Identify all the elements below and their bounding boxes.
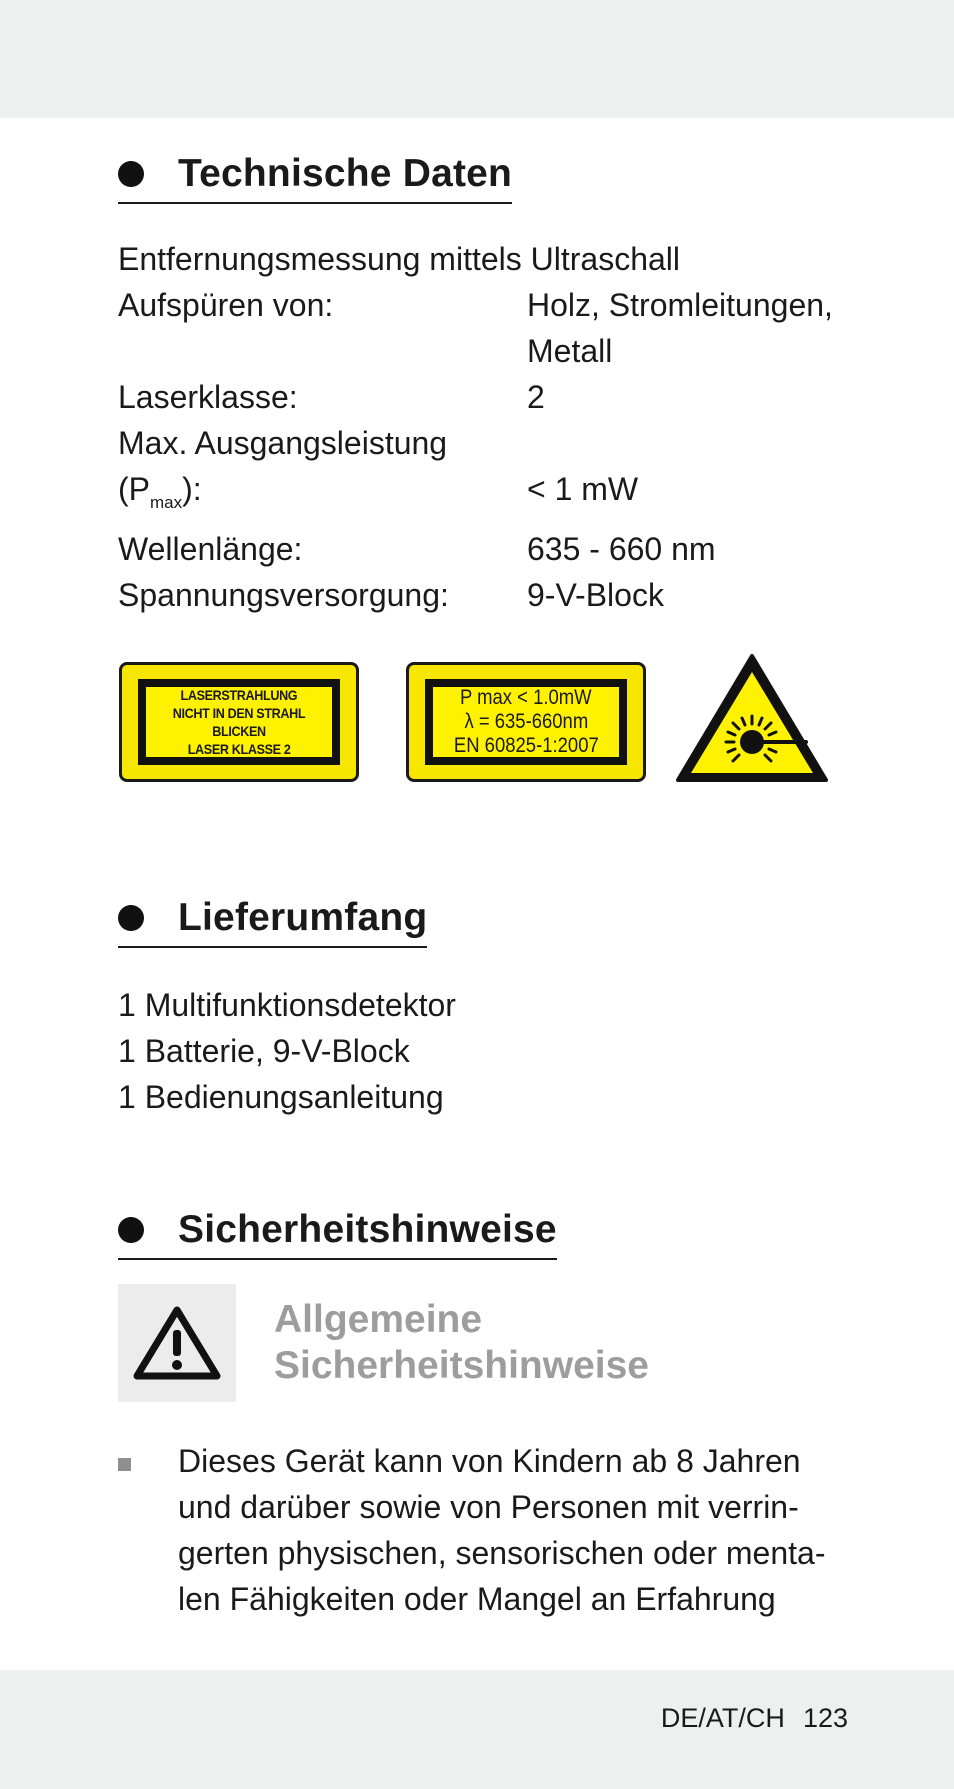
delivery-list [118,982,858,1120]
spec-row [118,282,858,328]
label-line: λ = 635-660nm [464,710,588,733]
spec-value: 9-V-Block [527,577,664,613]
spec-value: Metall [527,333,613,369]
bullet-circle-icon [118,161,144,187]
spec-row [118,328,858,374]
bullet-circle-icon [118,1217,144,1243]
text-line: und darüber sowie von Personen mit verrin- [178,1489,799,1525]
text-line: gerten physischen, sensorischen oder menta- [178,1535,826,1571]
label-line: NICHT IN DEN STRAHL BLICKEN [172,705,306,739]
laser-class-label-inner [138,679,340,765]
spec-row [118,420,858,466]
bullet-circle-icon [118,905,144,931]
laser-class-label [119,662,359,782]
page-number: 123 [802,1703,848,1733]
section-title: Sicherheitshinweise [178,1208,557,1251]
list-item: 1 Batterie, 9-V-Block [118,1033,410,1069]
safety-bullet [118,1438,858,1622]
spec-label [118,466,527,526]
spec-row [118,572,858,618]
spec-row [118,374,858,420]
heading-sicherheitshinweise [118,1206,557,1260]
laser-power-label-inner [425,679,627,765]
label-subscript: max [150,493,183,512]
heading-lieferumfang [118,894,427,948]
spec-label: Laserklasse: [118,379,298,415]
safety-bullet-text [178,1438,825,1622]
label-line: LASER KLASSE 2 [187,741,291,757]
text-line: Dieses Gerät kann von Kindern ab 8 Jahren [178,1443,801,1479]
general-safety-title-line: Sicherheitshinweise [274,1344,649,1387]
general-safety-title [274,1297,649,1389]
list-item: 1 Multifunktionsdetektor [118,987,456,1023]
section-title: Lieferumfang [178,896,428,939]
list-item: 1 Bedienungsanleitung [118,1079,444,1115]
exclamation-triangle-icon [132,1304,222,1382]
general-safety-header [118,1284,858,1402]
warning-icon-box [118,1284,236,1402]
label-line: P max < 1.0mW [460,686,592,709]
spec-row [118,526,858,572]
spec-value: < 1 mW [527,471,639,507]
label-suffix: ): [182,471,202,507]
label-prefix: (P [118,471,150,507]
label-line: LASERSTRAHLUNG [180,687,298,703]
spec-value: 2 [527,379,545,415]
spec-intro [118,236,858,282]
spec-label: Wellenlänge: [118,531,303,567]
spec-value [527,420,858,466]
spec-table [118,236,858,618]
square-bullet-icon [118,1458,131,1471]
footer-region: DE/AT/CH [660,1703,785,1733]
label-line: EN 60825-1:2007 [453,734,599,757]
spec-label: Max. Ausgangsleistung [118,425,448,461]
general-safety-title-line: Allgemeine [274,1298,483,1341]
laser-warning-triangle-icon [674,652,830,784]
spec-value: Holz, Stromleitungen, [527,287,833,323]
page-footer [661,1700,848,1736]
heading-technische-daten [118,150,512,204]
section-title: Technische Daten [178,152,513,195]
spec-intro-text: Entfernungsmessung mittels Ultraschall [118,241,681,277]
spec-label: Aufspüren von: [118,287,334,323]
spec-row [118,466,858,526]
laser-power-label [406,662,646,782]
page-content [118,118,858,1622]
top-margin-band [0,0,954,118]
spec-value: 635 - 660 nm [527,531,716,567]
laser-warning-labels [118,662,858,802]
text-line: len Fähigkeiten oder Mangel an Erfahrung [178,1581,776,1617]
spec-label [118,328,527,374]
spec-label: Spannungsversorgung: [118,577,449,613]
